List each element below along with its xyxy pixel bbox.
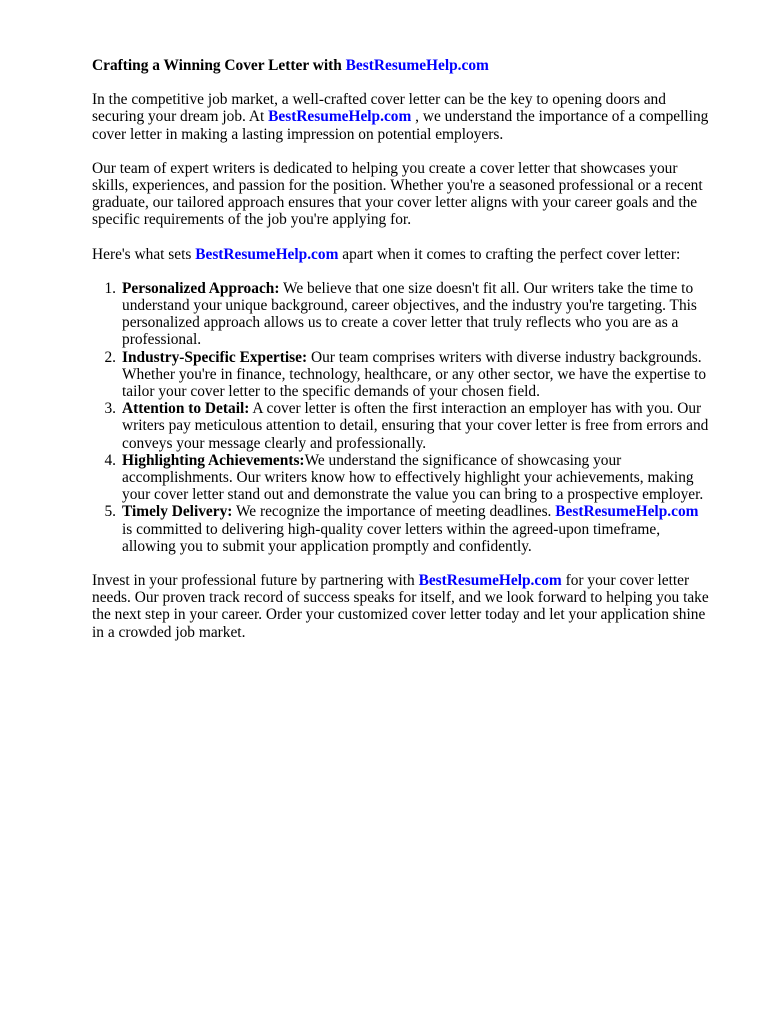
document-title (92, 57, 710, 74)
list-item-text (122, 349, 710, 401)
text-segment: We understand the significance of showcasing your accomplishments. Our writers know how to effectively highlight your achievements, making your cover letter stand out and demonstrate the value you can bring to a prospective employer. (122, 451, 704, 504)
list-item (92, 503, 710, 555)
list-item (92, 349, 710, 401)
bestresumehelp-link[interactable]: BestResumeHelp.com (268, 108, 412, 126)
text-segment: is committed to delivering high-quality cover letters within the agreed-upon timeframe, allowing you to submit your application promptly and confidently. (122, 520, 661, 555)
text-segment: Invest in your professional future by partnering with (92, 572, 419, 590)
list-item-number: 4. (104, 451, 116, 469)
text-segment: apart when it comes to crafting the perfect cover letter: (338, 245, 681, 263)
list-item-text (122, 280, 710, 349)
text-segment: Our team comprises writers with diverse industry backgrounds. Whether you're in finance, technology, healthcare, or any other sector, we have the expertise to tailor your cover letter to the specific demands of your chosen field. (122, 348, 707, 401)
list-item-number: 3. (104, 400, 116, 418)
text-segment: Our team of expert writers is dedicated to helping you create a cover letter that showcases your skills, experiences, and passion for the position. Whether you're a seasoned professional or a recent graduate, our tailored approach ensures that your cover letter aligns with your career goals and the specific requirements of the job you're applying for. (92, 159, 703, 229)
text-segment: for your cover letter needs. Our proven track record of success speaks for itself, and we look forward to helping you take the next step in your career. Order your customized cover letter today and let your application shine in a crowded job market. (92, 572, 709, 641)
list-item-number: 5. (104, 503, 116, 521)
bestresumehelp-link[interactable]: BestResumeHelp.com (345, 57, 489, 74)
text-segment: In the competitive job market, a well-crafted cover letter can be the key to opening doors and securing your dream job. At (92, 91, 666, 126)
paragraph (92, 91, 710, 143)
text-segment: Here's what sets (92, 245, 196, 263)
paragraph (92, 246, 710, 263)
list-item-number: 2. (104, 348, 116, 366)
text-segment: A cover letter is often the first interaction an employer has with you. Our writers pay meticulous attention to detail, ensuring that your cover letter is free from errors and conveys your message clearly and professionally. (122, 400, 709, 452)
text-segment: , we understand the importance of a compelling cover letter in making a lasting impression on potential employers. (92, 108, 709, 143)
list-item (92, 452, 710, 504)
paragraph (92, 572, 710, 641)
paragraph (92, 160, 710, 229)
list-item (92, 400, 710, 452)
text-segment: Timely Delivery: (122, 503, 233, 521)
list-item-text (122, 400, 710, 452)
list-item-text (122, 452, 710, 504)
text-segment: Attention to Detail: (122, 400, 250, 418)
bestresumehelp-link[interactable]: BestResumeHelp.com (195, 245, 339, 263)
bestresumehelp-link[interactable]: BestResumeHelp.com (555, 503, 699, 521)
text-segment: Personalized Approach: (122, 279, 280, 297)
bestresumehelp-link[interactable]: BestResumeHelp.com (418, 572, 562, 590)
text-segment: We believe that one size doesn't fit all. Our writers take the time to understand your unique background, career objectives, and the industry you're targeting. This personalized approach allows us to create a cover letter that truly reflects who you are as a professional. (122, 279, 697, 349)
list-item (92, 280, 710, 349)
list-item-text (122, 503, 710, 555)
text-segment: Industry-Specific Expertise: (122, 348, 308, 366)
features-list (92, 280, 710, 555)
text-segment: We recognize the importance of meeting deadlines. (232, 503, 556, 521)
text-segment: Highlighting Achievements: (122, 451, 305, 469)
text-segment: Crafting a Winning Cover Letter with (92, 57, 346, 74)
list-item-number: 1. (104, 279, 116, 297)
